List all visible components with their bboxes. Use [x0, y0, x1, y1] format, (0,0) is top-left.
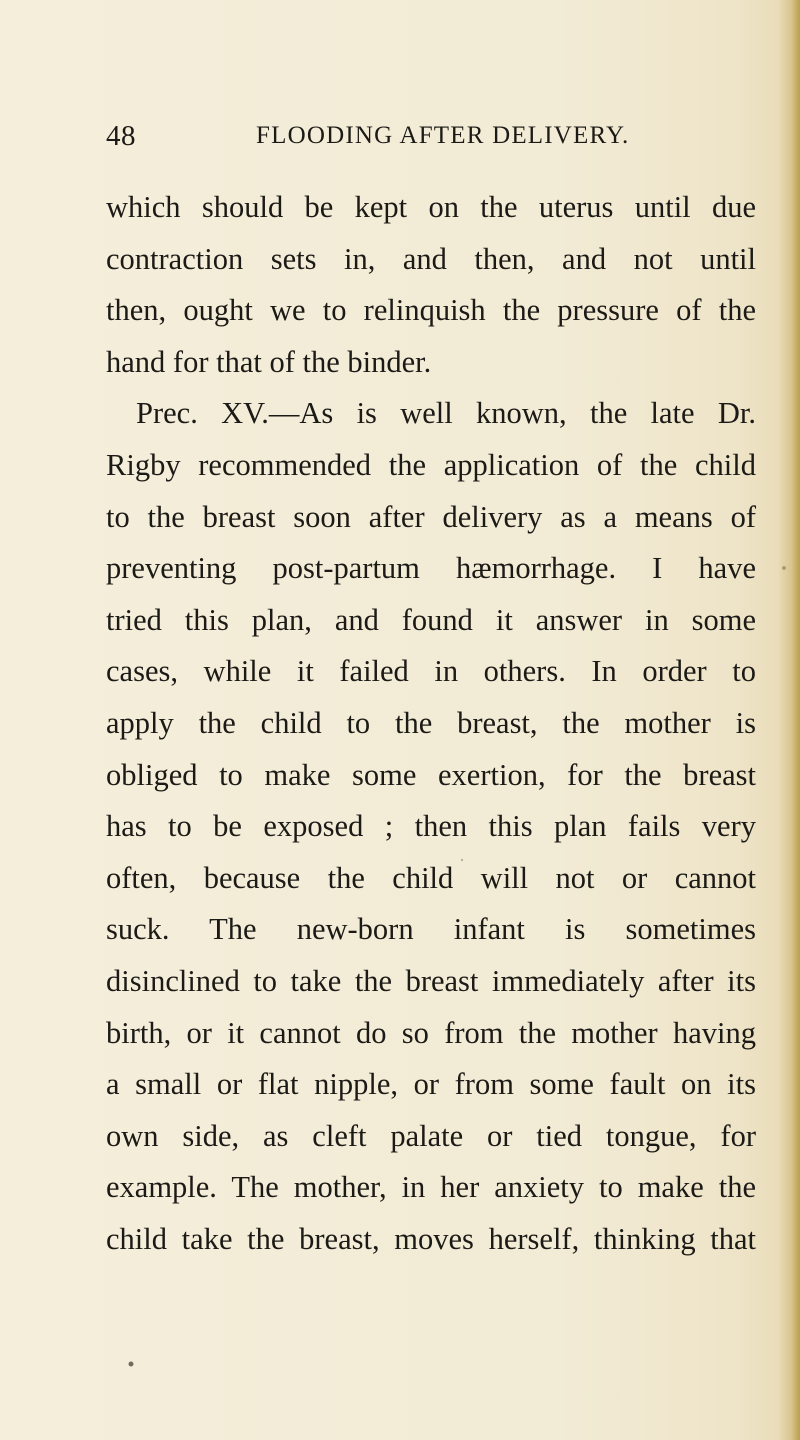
text-line: cases, while it failed in others. In order to — [106, 654, 756, 689]
text-line: obliged to make some exertion, for the breast — [106, 757, 756, 792]
text-line: often, because the child will not or cannot — [106, 860, 756, 895]
text-line: tried this plan, and found it answer in some — [106, 602, 756, 637]
text-line: child take the breast, moves herself, thinking that — [106, 1221, 756, 1256]
text-line: example. The mother, in her anxiety to make the — [106, 1170, 756, 1205]
text-line: has to be exposed ; then this plan fails very — [106, 809, 756, 844]
text-line: Prec. XV.—As is well known, the late Dr. — [136, 396, 756, 431]
text-line: own side, as cleft palate or tied tongue, for — [106, 1118, 756, 1153]
text-line: a small or flat nipple, or from some fault on its — [106, 1067, 756, 1102]
running-title: FLOODING AFTER DELIVERY. — [256, 122, 630, 149]
text-line: disinclined to take the breast immediately after its — [106, 963, 756, 998]
text-line: hand for that of the binder. — [106, 344, 432, 379]
text-line: to the breast soon after delivery as a means of — [106, 499, 756, 534]
text-line: birth, or it cannot do so from the mother having — [106, 1015, 756, 1050]
page-number: 48 — [106, 120, 136, 152]
text-line: contraction sets in, and then, and not until — [106, 241, 756, 276]
text-line: Rigby recommended the application of the child — [106, 447, 756, 482]
text-line: suck. The new-born infant is sometimes — [106, 912, 756, 947]
text-line: then, ought we to relinquish the pressure of the — [106, 293, 756, 328]
text-line: preventing post-partum hæmorrhage. I have — [106, 551, 756, 586]
text-line: which should be kept on the uterus until due — [106, 190, 756, 224]
text-line: apply the child to the breast, the mother is — [106, 705, 756, 740]
